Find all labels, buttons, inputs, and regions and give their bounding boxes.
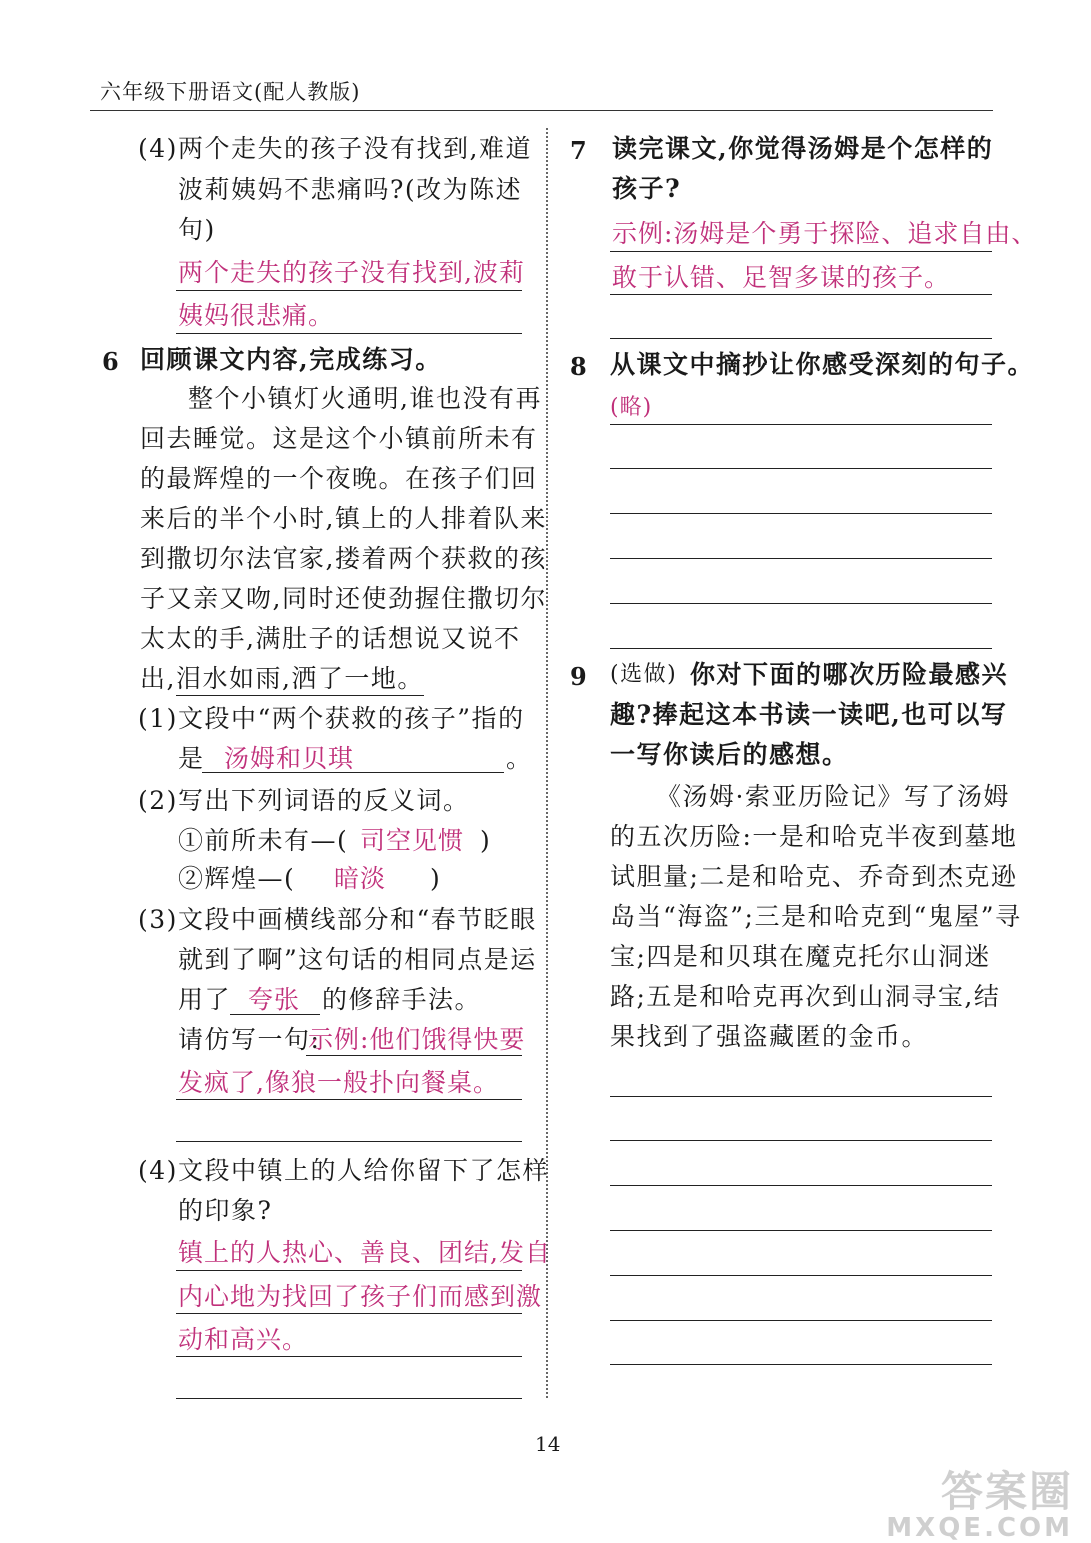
q7-text-line2: 孩子?	[612, 174, 682, 203]
answer-line	[610, 603, 992, 604]
q6-passage-line2: 回去睡觉。这是这个小镇前所未有	[140, 424, 538, 453]
answer-line	[610, 558, 992, 559]
q6-passage-line6: 子又亲又吻,同时还使劲握住撒切尔	[140, 584, 547, 613]
watermark-line2: MXQE.COM	[886, 1513, 1073, 1543]
q6-sub1-text-line2: 是	[178, 744, 205, 773]
q6-sub4-answer-line3: 动和高兴。	[178, 1325, 309, 1354]
answer-line	[176, 1356, 522, 1357]
q6-sub4-answer-line2: 内心地为找回了孩子们而感到激	[178, 1282, 543, 1311]
q9-passage-line3: 试胆量;二是和哈克、乔奇到杰克逊	[610, 862, 1018, 891]
q6-underlined-phrase: 泪水如雨,洒了一地。	[176, 664, 424, 696]
q6-sub3-text-line3-start: 用了	[178, 985, 232, 1014]
q5-sub4-answer-line1: 两个走失的孩子没有找到,波莉	[178, 258, 525, 287]
q6-sub4-text-line1: 文段中镇上的人给你留下了怎样	[178, 1156, 550, 1185]
q9-text-line1: 你对下面的哪次历险最感兴	[690, 660, 1009, 689]
answer-line	[610, 1230, 992, 1231]
q9-number: 9	[570, 662, 587, 691]
answer-line	[610, 648, 992, 649]
q7-number: 7	[570, 136, 587, 165]
q5-sub4-text-line1: 两个走失的孩子没有找到,难道	[178, 134, 532, 163]
answer-line	[176, 1398, 522, 1399]
q6-sub2-text: 写出下列词语的反义词。	[178, 786, 470, 815]
q8-number: 8	[570, 352, 587, 381]
q6-sub3-imitate-answer-line1: 示例:他们饿得快要	[308, 1025, 526, 1054]
q9-passage-line5: 宝;四是和贝琪在魔克托尔山洞迷	[610, 942, 991, 971]
answer-line	[610, 1096, 992, 1097]
answer-line	[610, 1275, 992, 1276]
q5-sub4-text-line2: 波莉姨妈不悲痛吗?(改为陈述	[178, 175, 523, 204]
answer-line	[610, 338, 992, 339]
q6-sub3-imitate-answer-line2: 发疯了,像狼一般扑向餐桌。	[178, 1068, 499, 1097]
q9-passage-line2: 的五次历险:一是和哈克半夜到墓地	[610, 822, 1018, 851]
answer-line	[610, 468, 992, 469]
q5-sub4-number: (4)	[138, 134, 178, 163]
q6-sub2-number: (2)	[138, 786, 178, 815]
q6-sub3-text-line1: 文段中画横线部分和“春节眨眼	[178, 905, 537, 934]
q6-sub4-number: (4)	[138, 1156, 178, 1185]
q9-passage-line6: 路;五是和哈克再次到山洞寻宝,结	[610, 982, 1001, 1011]
answer-line	[176, 1270, 522, 1271]
q6-passage-line3: 的最辉煌的一个夜晚。在孩子们回	[140, 464, 538, 493]
q6-sub2-item-b-answer: 暗淡	[334, 864, 387, 893]
q6-sub4-answer-line1: 镇上的人热心、善良、团结,发自	[178, 1238, 551, 1267]
answer-line	[306, 1055, 522, 1056]
q7-answer-line1: 示例:汤姆是个勇于探险、追求自由、	[612, 219, 1038, 248]
q9-text-line3: 一写你读后的感想。	[610, 740, 849, 769]
answer-line	[610, 251, 992, 252]
q6-sub1-answer: 汤姆和贝琪	[224, 744, 355, 773]
answer-line	[176, 1141, 522, 1142]
q5-sub4-text-line3: 句)	[178, 215, 216, 244]
q6-sub2-item-a-answer: 司空见惯	[360, 826, 465, 855]
q6-sub3-text-line3-end: 的修辞手法。	[322, 985, 482, 1014]
answer-line	[176, 333, 522, 334]
q6-sub2-item-a-close: )	[480, 826, 492, 855]
page-number: 14	[535, 1432, 561, 1456]
answer-line	[610, 424, 992, 425]
q6-sub1-number: (1)	[138, 704, 178, 733]
q6-sub3-text-line2: 就到了啊”这句话的相同点是运	[178, 945, 537, 974]
q6-passage-line8-start: 出,	[140, 664, 176, 693]
q6-title: 回顾课文内容,完成练习。	[140, 345, 442, 374]
watermark-logo	[886, 1467, 1073, 1543]
q6-sub1-period: 。	[506, 744, 533, 773]
q6-sub2-item-b-close: )	[430, 864, 442, 893]
q6-passage-line5: 到撒切尔法官家,搂着两个获救的孩	[140, 544, 547, 573]
answer-line	[176, 290, 522, 291]
q9-passage-line1: 《汤姆·索亚历险记》写了汤姆	[656, 782, 1010, 811]
answer-line	[176, 1313, 522, 1314]
column-divider	[546, 128, 548, 1398]
q6-passage-line4: 来后的半个小时,镇上的人排着队来	[140, 504, 547, 533]
q6-passage-line1: 整个小镇灯火通明,谁也没有再	[188, 384, 542, 413]
header-rule	[90, 110, 993, 111]
answer-line	[202, 772, 504, 773]
answer-line	[230, 1014, 320, 1015]
q7-answer-line2: 敢于认错、足智多谋的孩子。	[612, 263, 951, 292]
q9-passage-line7: 果找到了强盗藏匿的金币。	[610, 1022, 929, 1051]
q8-text-line1: 从课文中摘抄让你感受深刻的句子。	[610, 350, 1035, 379]
q5-sub4-answer-line2: 姨妈很悲痛。	[178, 301, 335, 330]
q9-text-line2: 趣?捧起这本书读一读吧,也可以写	[610, 700, 1008, 729]
q6-sub3-answer: 夸张	[248, 985, 301, 1014]
q6-sub3-imitate-prompt: 请仿写一句:	[178, 1025, 321, 1054]
q6-passage-line8	[140, 664, 424, 694]
page-header-title: 六年级下册语文(配人教版)	[100, 80, 361, 104]
q6-number: 6	[102, 347, 119, 376]
answer-line	[610, 1140, 992, 1141]
q6-sub4-text-line2: 的印象?	[178, 1196, 273, 1225]
q6-sub2-item-a-label: ①前所未有—(	[178, 826, 349, 855]
q8-answer: (略)	[610, 395, 653, 420]
q7-text-line1: 读完课文,你觉得汤姆是个怎样的	[612, 134, 994, 163]
answer-line	[610, 513, 992, 514]
answer-line	[610, 1320, 992, 1321]
answer-line	[176, 1099, 522, 1100]
q6-sub1-text-line1: 文段中“两个获救的孩子”指的	[178, 704, 525, 733]
answer-line	[610, 1364, 992, 1365]
q9-passage-line4: 岛当“海盗”;三是和哈克到“鬼屋”寻	[610, 902, 1022, 931]
answer-line	[610, 1185, 992, 1186]
q6-sub3-number: (3)	[138, 905, 178, 934]
q6-sub2-item-b-label: ②辉煌—(	[178, 864, 296, 893]
answer-line	[610, 294, 992, 295]
watermark-line1: 答案圈	[940, 1467, 1073, 1516]
q9-optional-tag: (选做)	[610, 662, 678, 687]
q6-passage-line7: 太太的手,满肚子的话想说又说不	[140, 624, 521, 653]
